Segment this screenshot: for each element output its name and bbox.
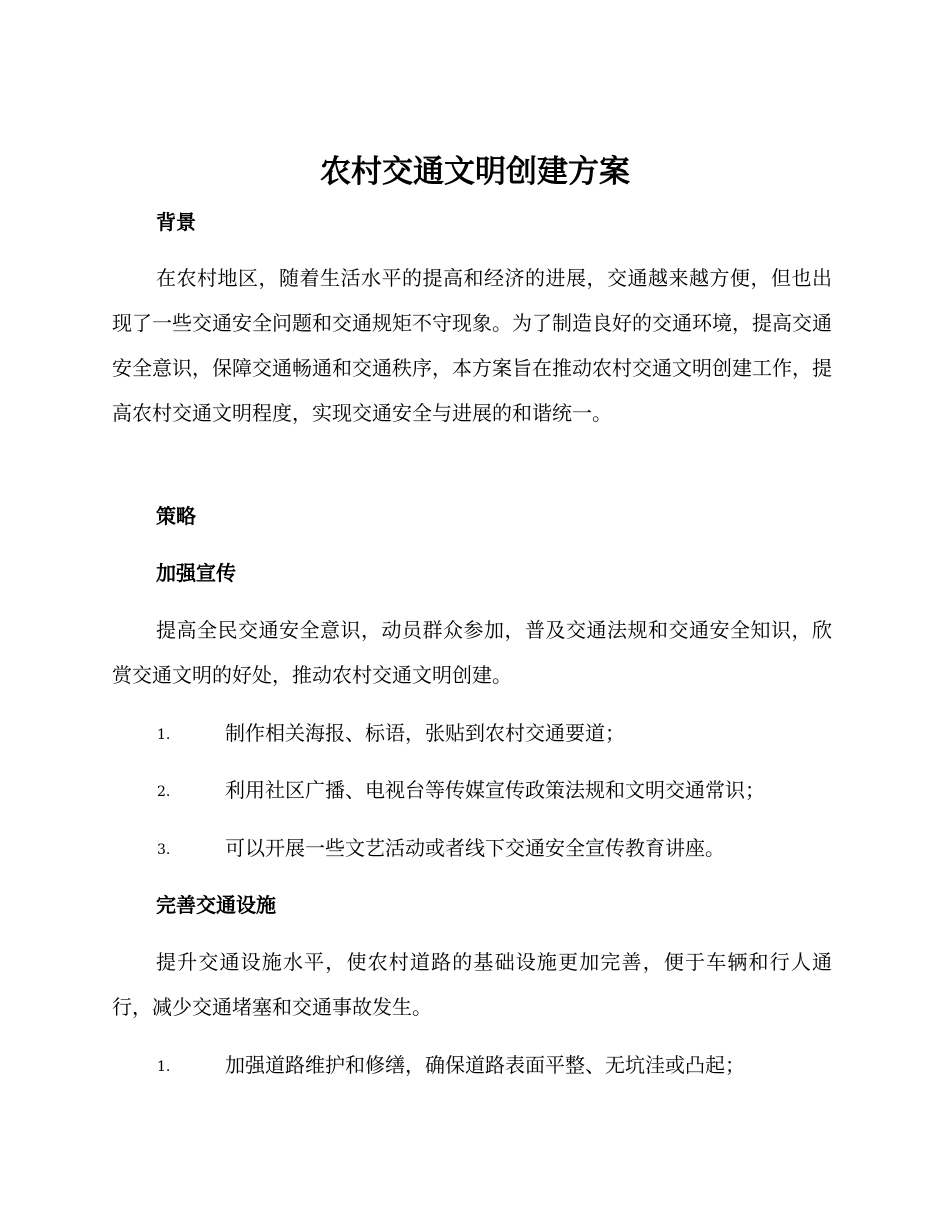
section-heading-background: 背景 (156, 210, 196, 234)
list-text: 可以开展一些文艺活动或者线下交通安全宣传教育讲座。 (225, 836, 725, 860)
facilities-paragraph: 提升交通设施水平，使农村道路的基础设施更加完善，便于车辆和行人通行，减少交通堵塞和交通事故发生。 (112, 950, 832, 1019)
subsection-heading-facilities: 完善交通设施 (156, 893, 276, 917)
section-heading-strategy: 策略 (156, 504, 196, 528)
background-paragraph: 在农村地区，随着生活水平的提高和经济的进展，交通越来越方便，但也出现了一些交通安全问题和交通规矩不守现象。为了制造良好的交通环境，提高交通安全意识，保障交通畅通和交通秩序，本方案旨在推动农村交通文明创建工作，提高农村交通文明程度，实现交通安全与进展的和谐统一。 (112, 266, 832, 425)
document-title: 农村交通文明创建方案 (320, 154, 630, 190)
list-number: 2. (157, 784, 171, 800)
list-text: 制作相关海报、标语，张贴到农村交通要道； (225, 721, 625, 745)
list-text: 加强道路维护和修缮，确保道路表面平整、无坑洼或凸起； (225, 1053, 745, 1077)
publicity-paragraph: 提高全民交通安全意识，动员群众参加，普及交通法规和交通安全知识，欣赏交通文明的好处，推动农村交通文明创建。 (112, 618, 832, 687)
list-number: 3. (157, 842, 171, 858)
list-number: 1. (157, 1059, 171, 1075)
list-text: 利用社区广播、电视台等传媒宣传政策法规和文明交通常识； (225, 778, 765, 802)
subsection-heading-publicity: 加强宣传 (156, 561, 236, 585)
list-number: 1. (157, 727, 171, 743)
